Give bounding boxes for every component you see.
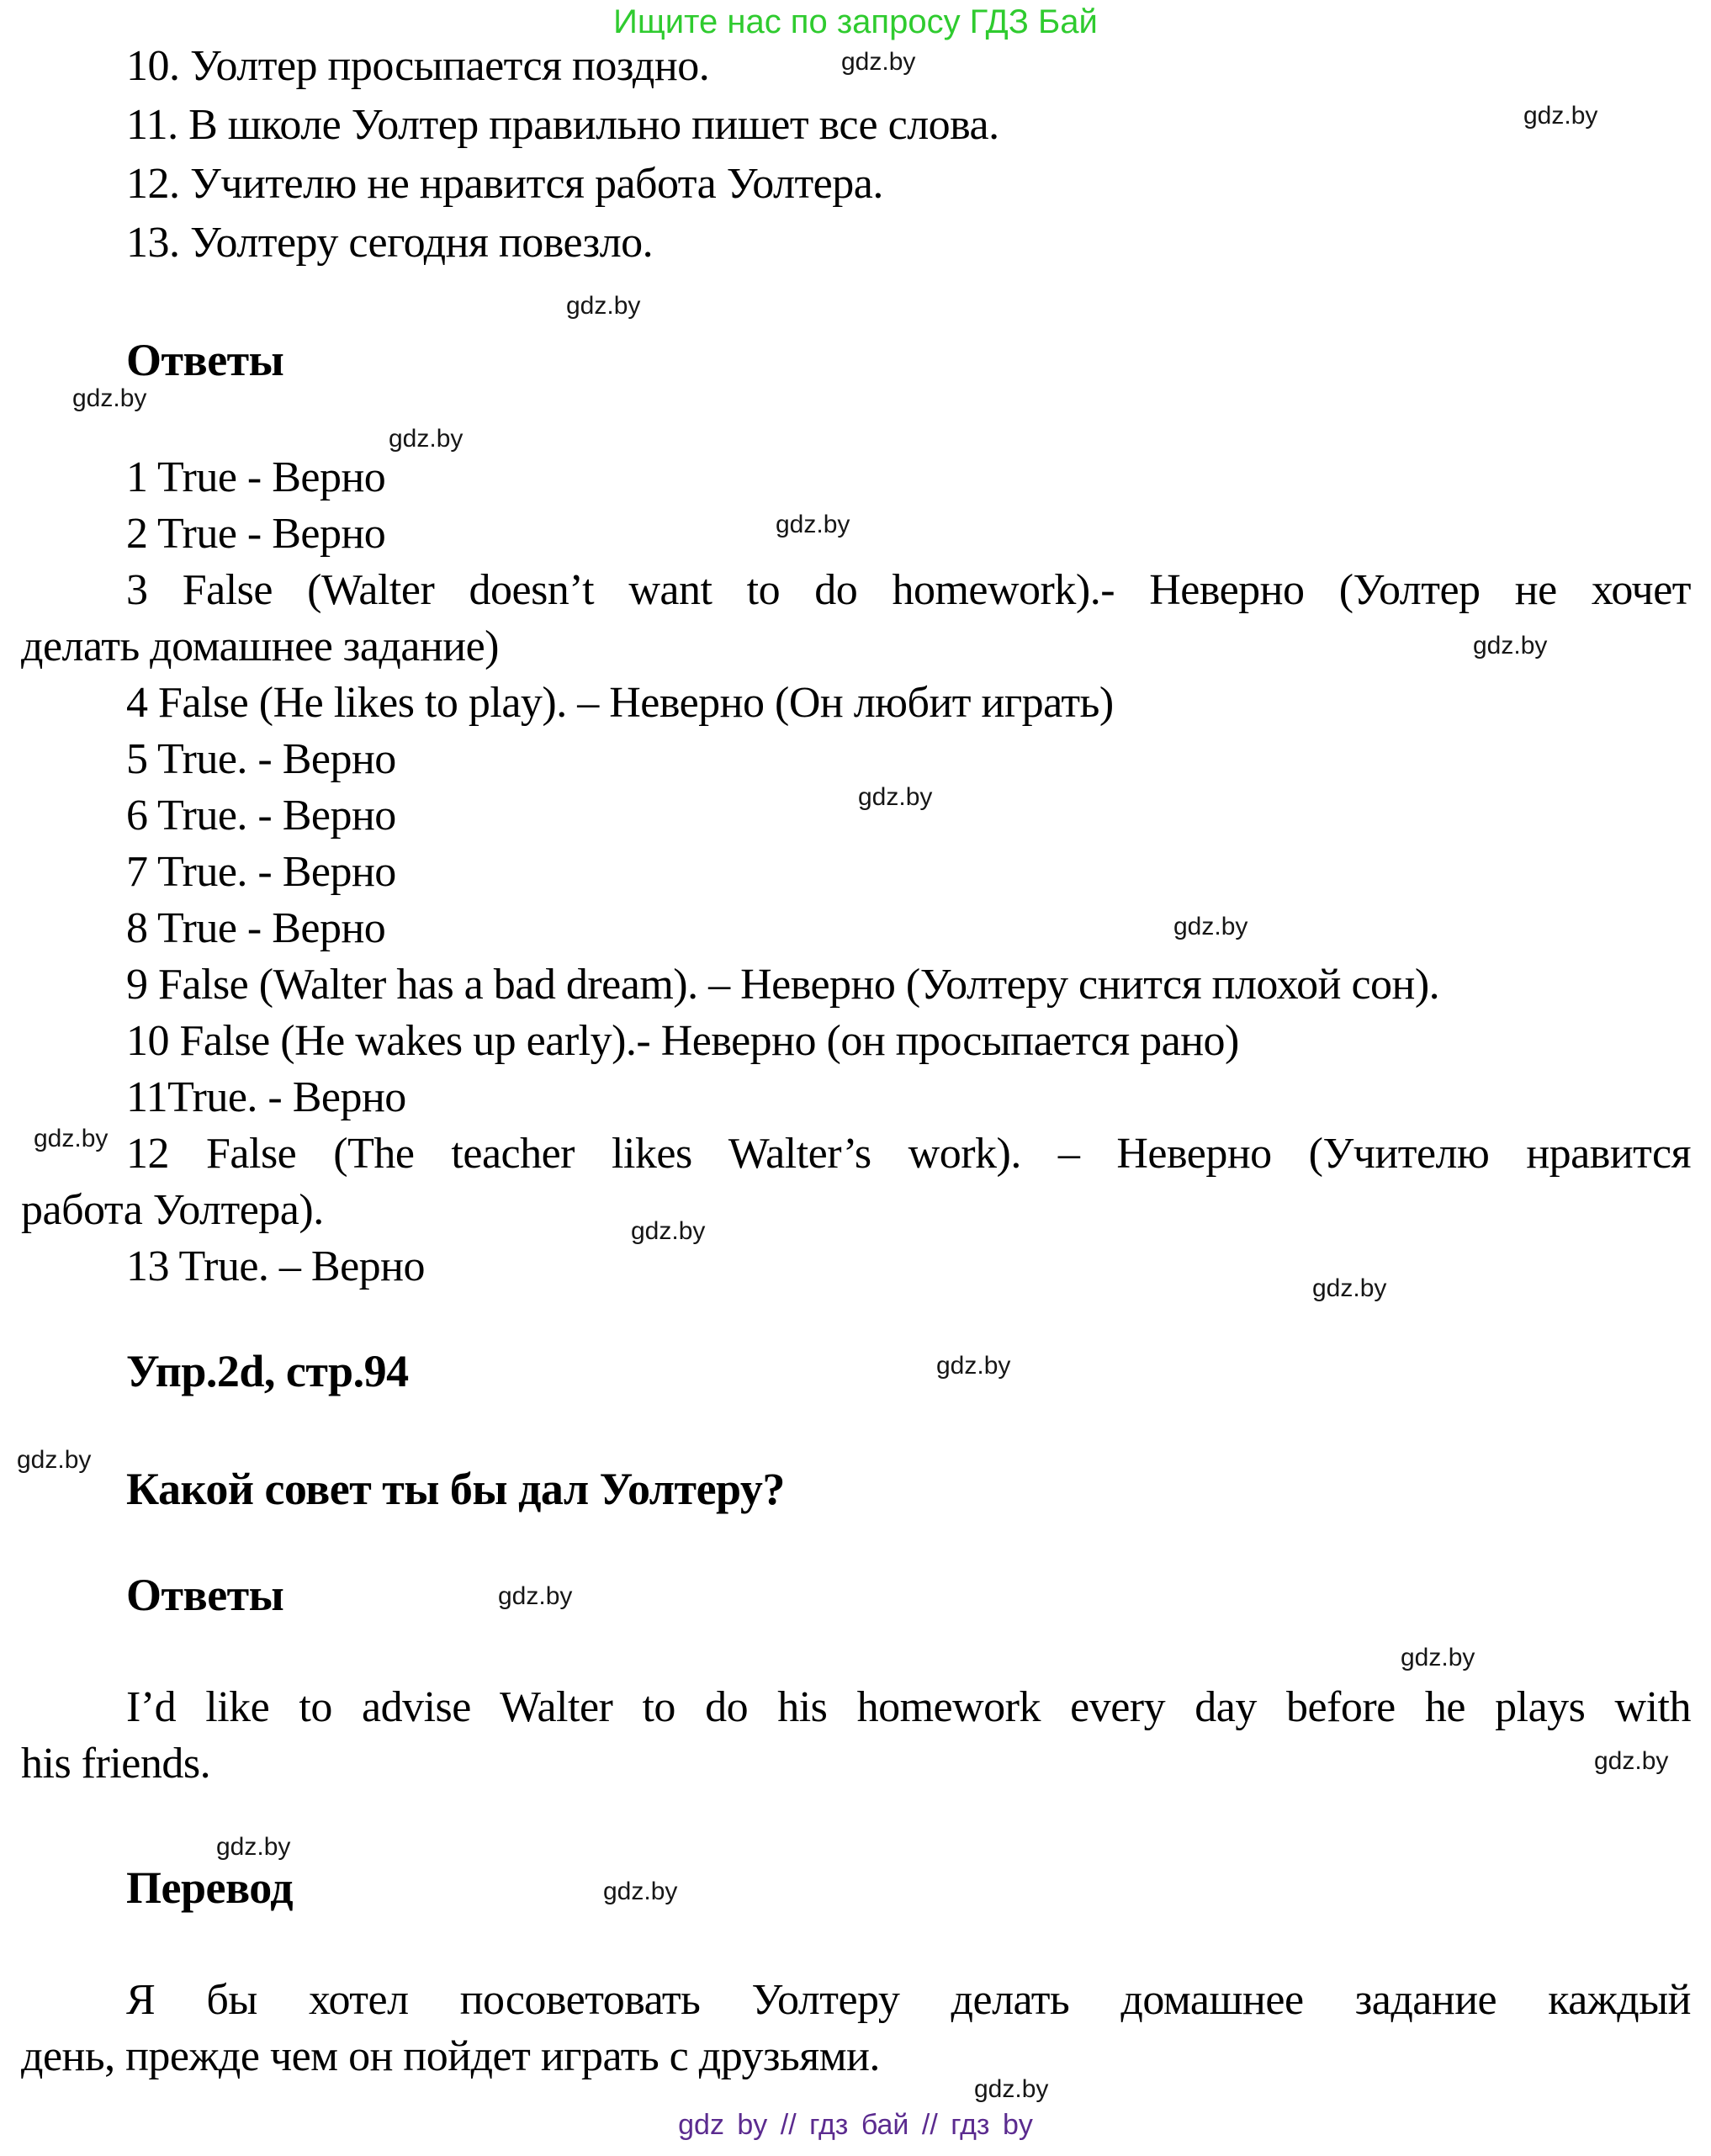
answer-line-4: 4 False (He likes to play). – Неверно (Он любит играть) — [126, 679, 1114, 727]
translation-heading: Перевод — [126, 1862, 294, 1913]
gdz-watermark: gdz.by — [631, 1217, 706, 1245]
answer-line-12a: 12 False (The teacher likes Walter’s work). – Неверно (Учителю нравится — [126, 1130, 1691, 1178]
english-answer-line-1: I’d like to advise Walter to do his homework every day before he plays with — [126, 1683, 1691, 1731]
answer-line-10: 10 False (He wakes up early).- Неверно (он просыпается рано) — [126, 1017, 1239, 1065]
english-answer-line-2: his friends. — [21, 1740, 211, 1788]
answer-line-7: 7 True. - Верно — [126, 848, 396, 896]
answer-line-12b: работа Уолтера). — [21, 1186, 324, 1234]
gdz-watermark: gdz.by — [1473, 632, 1548, 660]
gdz-watermark: gdz.by — [936, 1352, 1011, 1380]
task-statement-12: 12. Учителю не нравится работа Уолтера. — [126, 160, 883, 208]
answer-line-3a: 3 False (Walter doesn’t want to do homework).- Неверно (Уолтер не хочет — [126, 566, 1691, 614]
gdz-watermark: gdz.by — [1594, 1747, 1669, 1775]
gdz-watermark: gdz.by — [858, 783, 933, 811]
answers-list — [21, 449, 1691, 1295]
gdz-watermark: gdz.by — [34, 1125, 109, 1152]
english-answer-paragraph — [21, 1679, 1691, 1792]
exercise-heading: Упр.2d, стр.94 — [126, 1346, 409, 1396]
exercise-question: Какой совет ты бы дал Уолтеру? — [126, 1464, 785, 1514]
answer-line-8: 8 True - Верно — [126, 904, 386, 952]
gdz-watermark: gdz.by — [72, 384, 147, 412]
gdz-watermark: gdz.by — [498, 1582, 573, 1610]
gdz-watermark: gdz.by — [776, 511, 850, 538]
gdz-watermark: gdz.by — [841, 48, 916, 76]
gdz-watermark: gdz.by — [1401, 1644, 1475, 1671]
site-footer-links[interactable]: gdz by // гдз бай // гдз by — [678, 2109, 1033, 2141]
gdz-watermark: gdz.by — [566, 292, 641, 320]
translation-line-1: Я бы хотел посоветовать Уолтеру делать домашнее задание каждый — [126, 1976, 1691, 2024]
answer-line-2: 2 True - Верно — [126, 510, 386, 558]
gdz-watermark: gdz.by — [1312, 1274, 1387, 1302]
answer-line-13: 13 True. – Верно — [126, 1242, 425, 1290]
gdz-watermark: gdz.by — [603, 1878, 678, 1905]
gdz-watermark: gdz.by — [974, 2075, 1049, 2103]
answer-line-9: 9 False (Walter has a bad dream). – Неверно (Уолтеру снится плохой сон). — [126, 961, 1440, 1009]
task-statement-13: 13. Уолтеру сегодня повезло. — [126, 219, 654, 267]
answer-line-3b: делать домашнее задание) — [21, 622, 499, 670]
answers-heading-2: Ответы — [126, 1570, 284, 1620]
answer-line-5: 5 True. - Верно — [126, 735, 396, 783]
promo-header-text: Ищите нас по запросу ГДЗ Бай — [613, 3, 1098, 40]
task-statement-10: 10. Уолтер просыпается поздно. — [126, 42, 710, 90]
gdz-watermark: gdz.by — [389, 425, 464, 453]
task-statement-11: 11. В школе Уолтер правильно пишет все слова. — [126, 101, 999, 149]
gdz-watermark: gdz.by — [216, 1833, 291, 1861]
translation-paragraph — [21, 1972, 1691, 2084]
answer-line-6: 6 True. - Верно — [126, 792, 396, 840]
answer-line-11: 11True. - Верно — [126, 1073, 406, 1121]
gdz-watermark: gdz.by — [17, 1446, 92, 1474]
gdz-watermark: gdz.by — [1523, 102, 1598, 130]
translation-line-2: день, прежде чем он пойдет играть с друзьями. — [21, 2032, 880, 2080]
answer-line-1: 1 True - Верно — [126, 453, 386, 501]
gdz-watermark: gdz.by — [1173, 913, 1248, 940]
answers-heading-1: Ответы — [126, 335, 284, 385]
